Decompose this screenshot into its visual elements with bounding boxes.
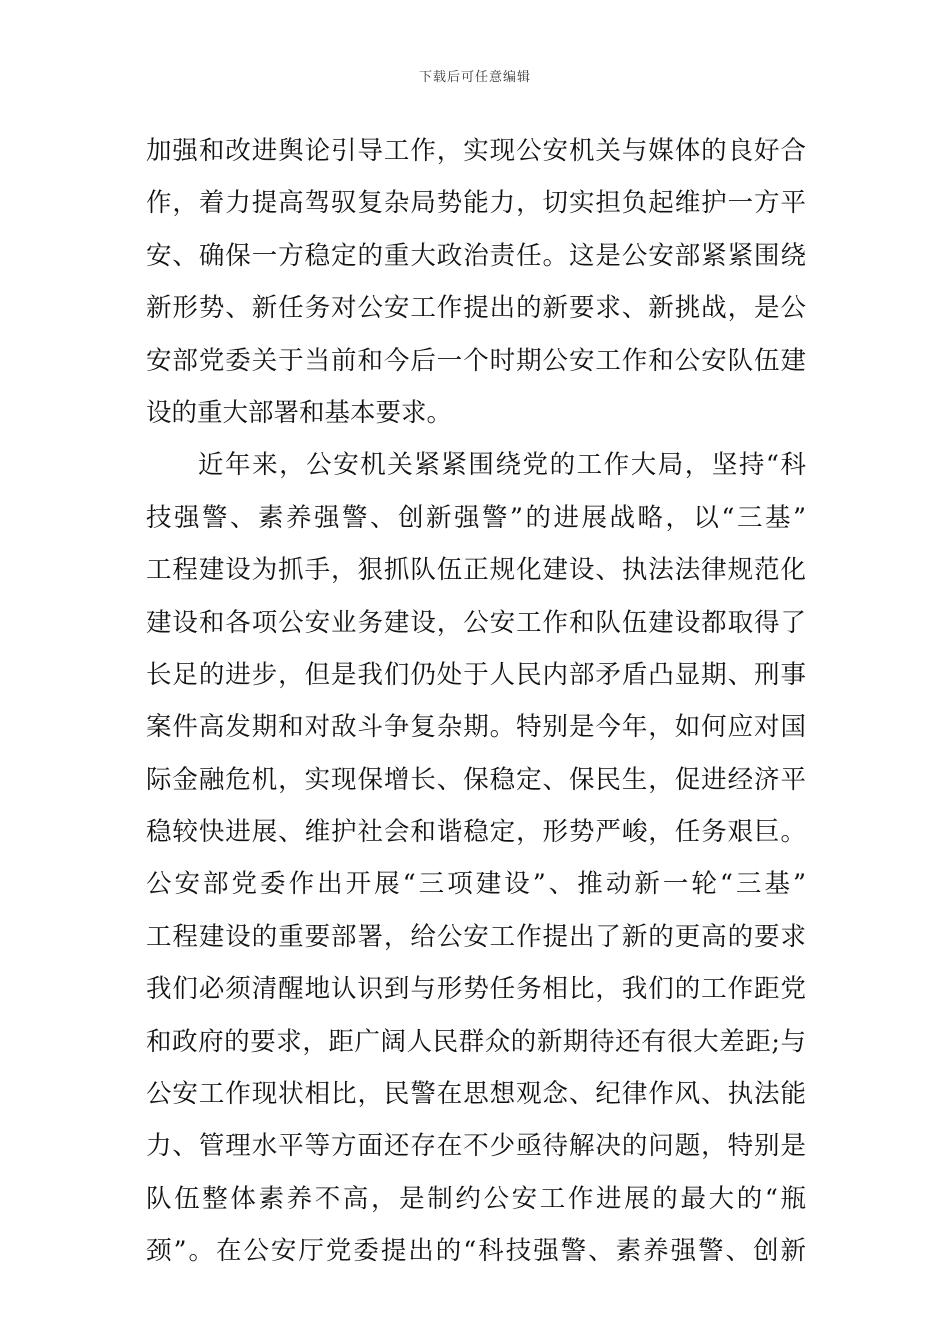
- text-line: 公安工作现状相比，民警在思想观念、纪律作风、执法能: [146, 1079, 806, 1110]
- document-body: [146, 125, 806, 1278]
- text-line: 加强和改进舆论引导工作，实现公安机关与媒体的良好合: [146, 136, 806, 166]
- text-line: 队伍整体素养不高，是制约公安工作进展的最大的“瓶: [146, 1183, 806, 1214]
- text-line: 建设和各项公安业务建设，公安工作和队伍建设都取得了: [146, 607, 806, 638]
- text-line: 稳较快进展、维护社会和谐稳定，形势严峻，任务艰巨。: [146, 817, 806, 848]
- text-line: 长足的进步，但是我们仍处于人民内部矛盾凸显期、刑事: [146, 659, 806, 690]
- paragraph-first-line: 近年来，公安机关紧紧围绕党的工作大局，坚持“科: [198, 450, 806, 481]
- text-line: 公安部党委作出开展“三项建设”、推动新一轮“三基”: [146, 869, 806, 900]
- text-line: 工程建设的重要部署，给公安工作提出了新的更高的要求: [146, 921, 806, 952]
- text-line: 技强警、素养强警、创新强警”的进展战略，以“三基”: [146, 502, 806, 533]
- text-line: 作，着力提高驾驭复杂局势能力，切实担负起维护一方平: [146, 188, 806, 219]
- text-line: 安、确保一方稳定的重大政治责任。这是公安部紧紧围绕: [146, 240, 806, 271]
- text-line: 我们必须清醒地认识到与形势任务相比，我们的工作距党: [146, 974, 806, 1005]
- text-line: 新形势、新任务对公安工作提出的新要求、新挑战，是公: [146, 293, 806, 324]
- text-line: 力、管理水平等方面还存在不少亟待解决的问题，特别是: [146, 1131, 806, 1162]
- text-line: 设的重大部署和基本要求。: [146, 397, 453, 428]
- page-header-note: 下载后可任意编辑: [418, 70, 531, 85]
- text-line: 际金融危机，实现保增长、保稳定、保民生，促进经济平: [146, 764, 806, 795]
- text-line: 安部党委关于当前和今后一个时期公安工作和公安队伍建: [146, 345, 806, 376]
- text-line: 和政府的要求，距广阔人民群众的新期待还有很大差距;与: [146, 1026, 806, 1057]
- text-line: 工程建设为抓手，狠抓队伍正规化建设、执法法律规范化: [146, 555, 806, 586]
- text-line: 颈”。在公安厅党委提出的“科技强警、素养强警、创新: [146, 1236, 806, 1267]
- text-line: 案件高发期和对敌斗争复杂期。特别是今年，如何应对国: [146, 712, 806, 743]
